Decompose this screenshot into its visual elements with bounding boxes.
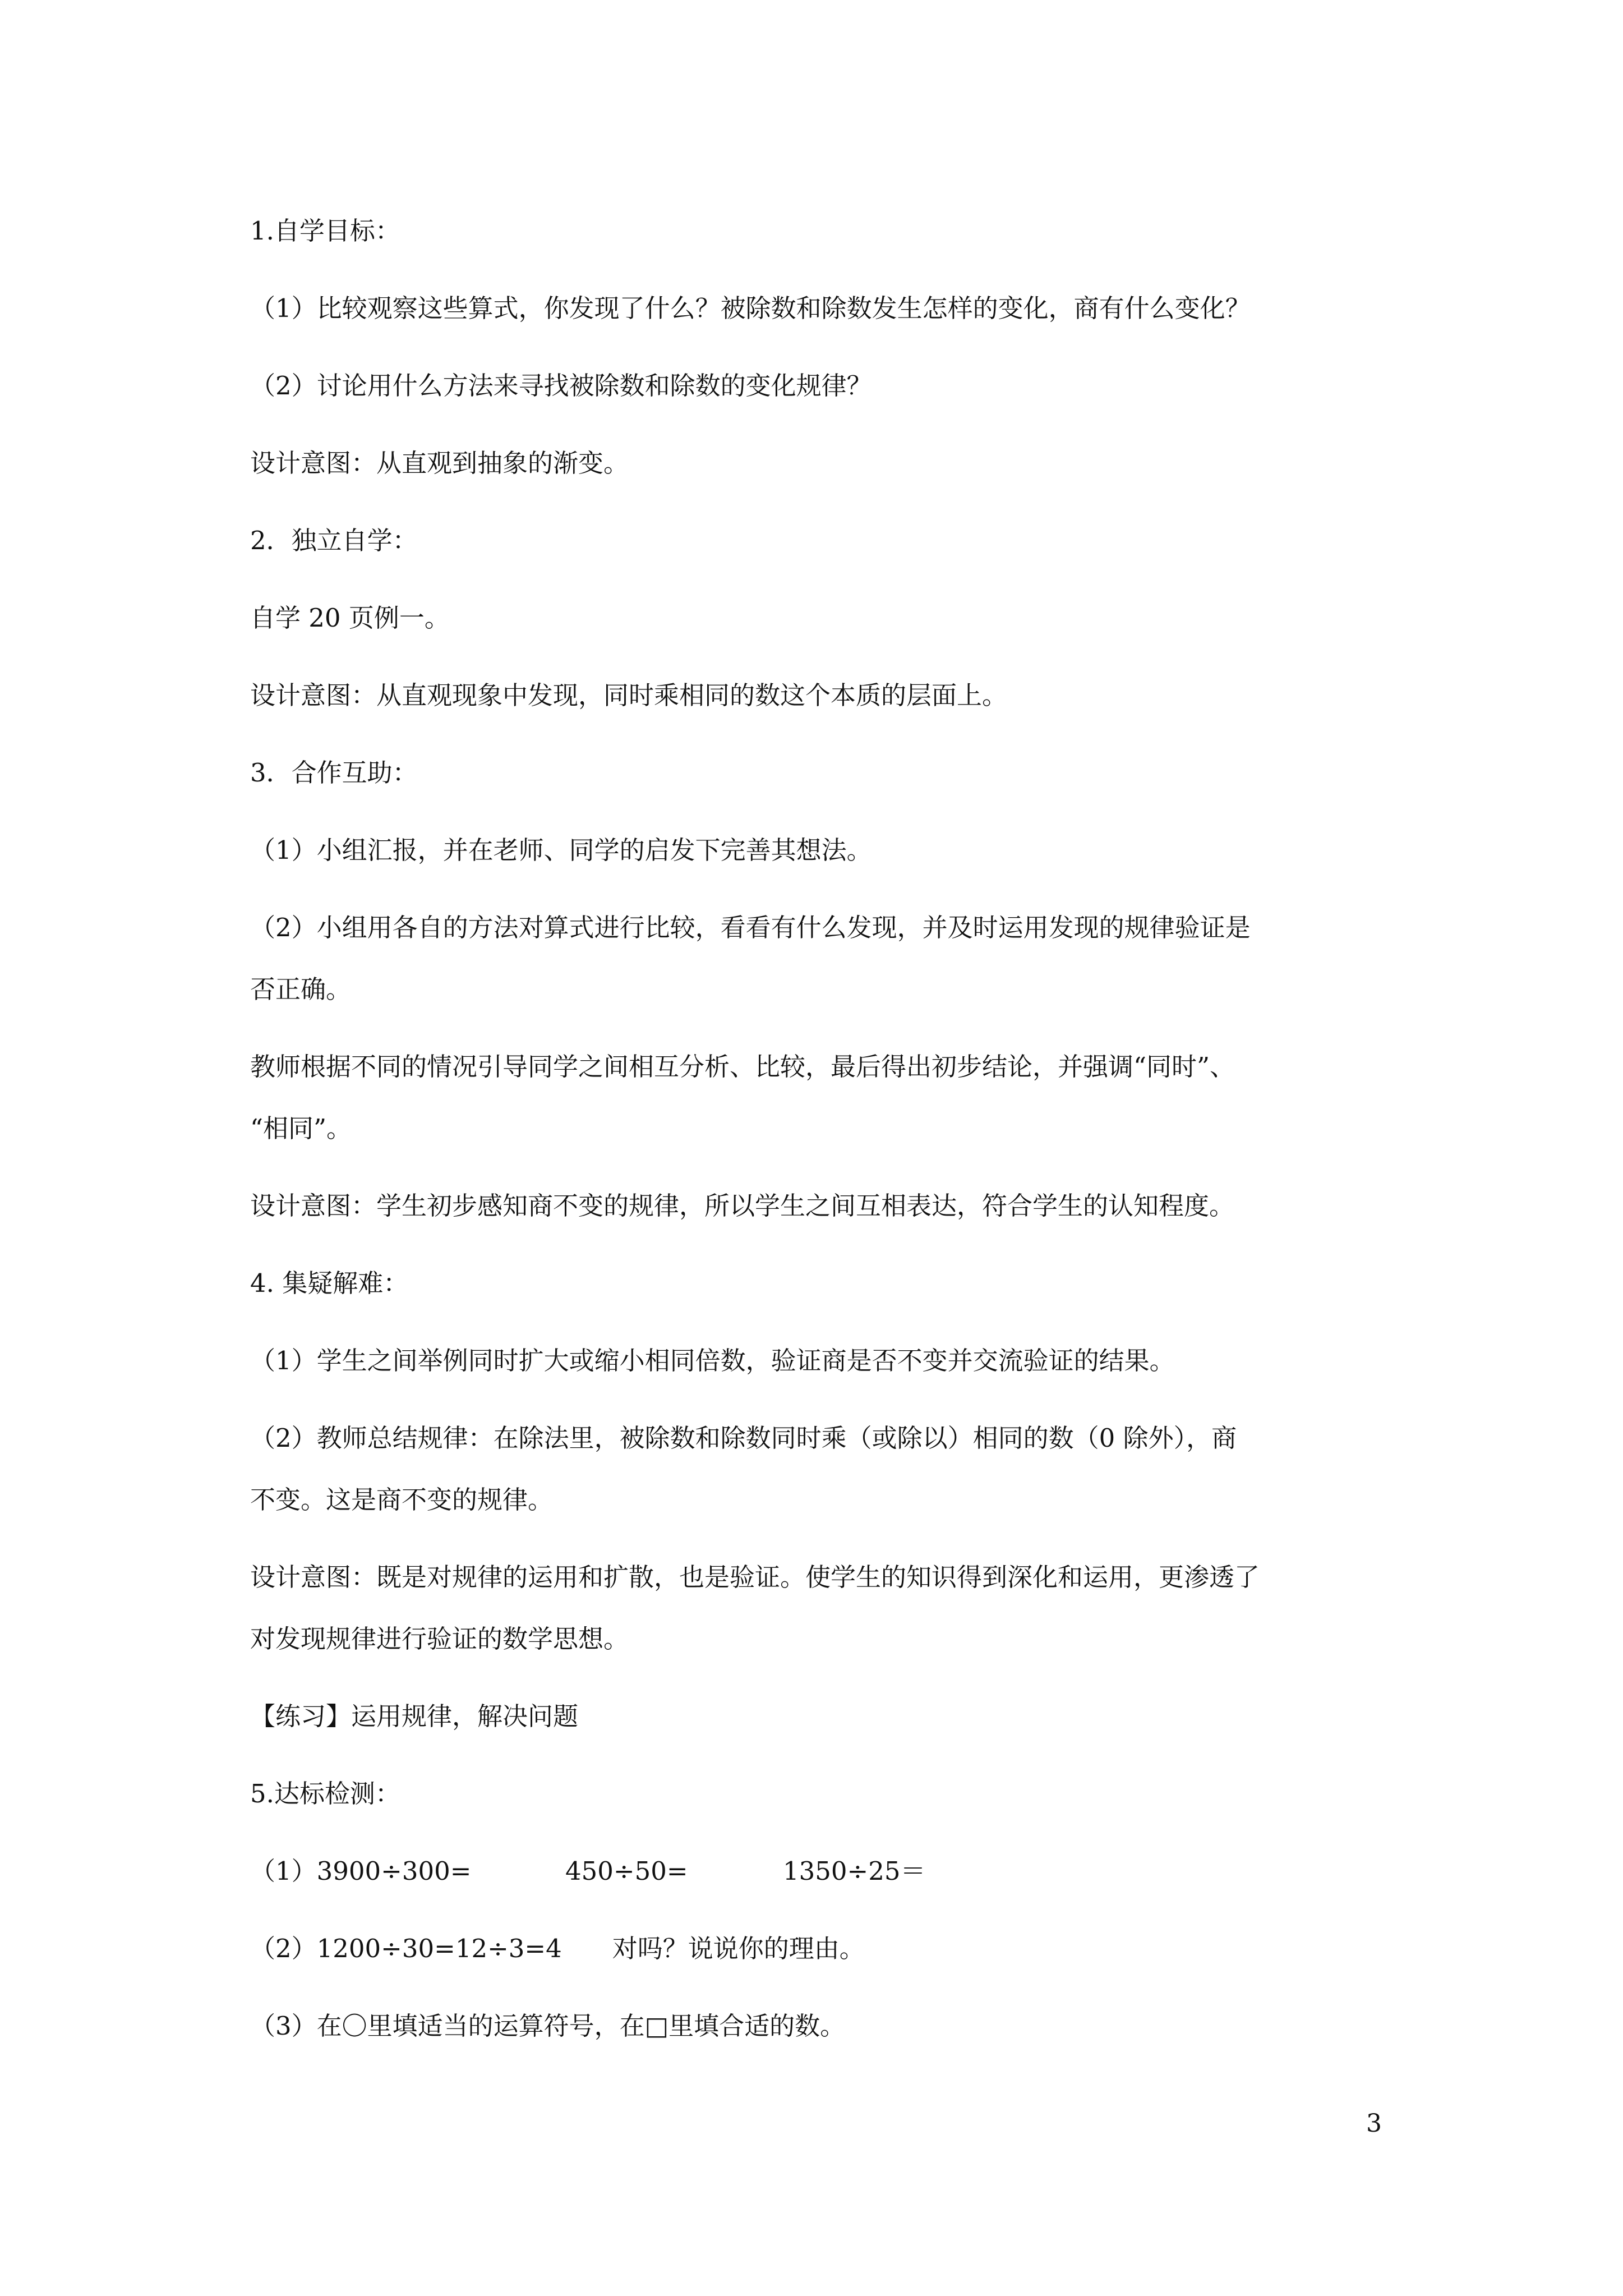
paragraph-line: 自学 20 页例一。 xyxy=(250,603,450,633)
exercise-1-item-1: （1）3900÷300= xyxy=(250,1856,472,1886)
paragraph-line: （1）学生之间举例同时扩大或缩小相同倍数，验证商是否不变并交流验证的结果。 xyxy=(250,1346,1175,1375)
paragraph-line: （1）比较观察这些算式，你发现了什么？被除数和除数发生怎样的变化，商有什么变化？ xyxy=(250,293,1251,323)
exercise-3: （3）在〇里填适当的运算符号，在□里填合适的数。 xyxy=(250,2011,846,2041)
heading-self-study-goals: 1.自学目标： xyxy=(250,216,400,246)
paragraph-line: （2）小组用各自的方法对算式进行比较，看看有什么发现，并及时运用发现的规律验证是 xyxy=(250,913,1251,942)
heading-independent-study: 2．独立自学： xyxy=(250,526,418,555)
heading-problem-solving: 4. 集疑解难： xyxy=(250,1268,409,1298)
paragraph-line: “相同”。 xyxy=(250,1114,352,1143)
heading-cooperation: 3．合作互助： xyxy=(250,758,418,788)
paragraph-line: （2）讨论用什么方法来寻找被除数和除数的变化规律？ xyxy=(250,371,872,401)
design-intent-line: 设计意图：从直观现象中发现，同时乘相同的数这个本质的层面上。 xyxy=(250,680,1008,710)
practice-heading: 【练习】运用规律，解决问题 xyxy=(250,1701,579,1731)
paragraph-line: 对发现规律进行验证的数学思想。 xyxy=(250,1624,629,1654)
paragraph-line: 教师根据不同的情况引导同学之间相互分析、比较，最后得出初步结论，并强调“同时”、 xyxy=(250,1052,1235,1082)
page-number: 3 xyxy=(1366,2109,1382,2138)
paragraph-line: （1）小组汇报，并在老师、同学的启发下完善其想法。 xyxy=(250,835,872,865)
heading-assessment: 5.达标检测： xyxy=(250,1779,400,1809)
paragraph-line: 不变。这是商不变的规律。 xyxy=(250,1485,554,1515)
design-intent-line: 设计意图：既是对规律的运用和扩散，也是验证。使学生的知识得到深化和运用，更渗透了 xyxy=(250,1562,1260,1592)
exercise-1-item-2: 450÷50= xyxy=(565,1856,688,1886)
design-intent-line: 设计意图：学生初步感知商不变的规律，所以学生之间互相表达，符合学生的认知程度。 xyxy=(250,1191,1235,1221)
exercise-1-item-3: 1350÷25＝ xyxy=(783,1856,926,1886)
design-intent-line: 设计意图：从直观到抽象的渐变。 xyxy=(250,448,629,478)
paragraph-line: 否正确。 xyxy=(250,974,352,1004)
paragraph-line: （2）教师总结规律：在除法里，被除数和除数同时乘（或除以）相同的数（0 除外），商 xyxy=(250,1423,1237,1453)
exercise-2: （2）1200÷30=12÷3=4 对吗？说说你的理由。 xyxy=(250,1934,865,1963)
